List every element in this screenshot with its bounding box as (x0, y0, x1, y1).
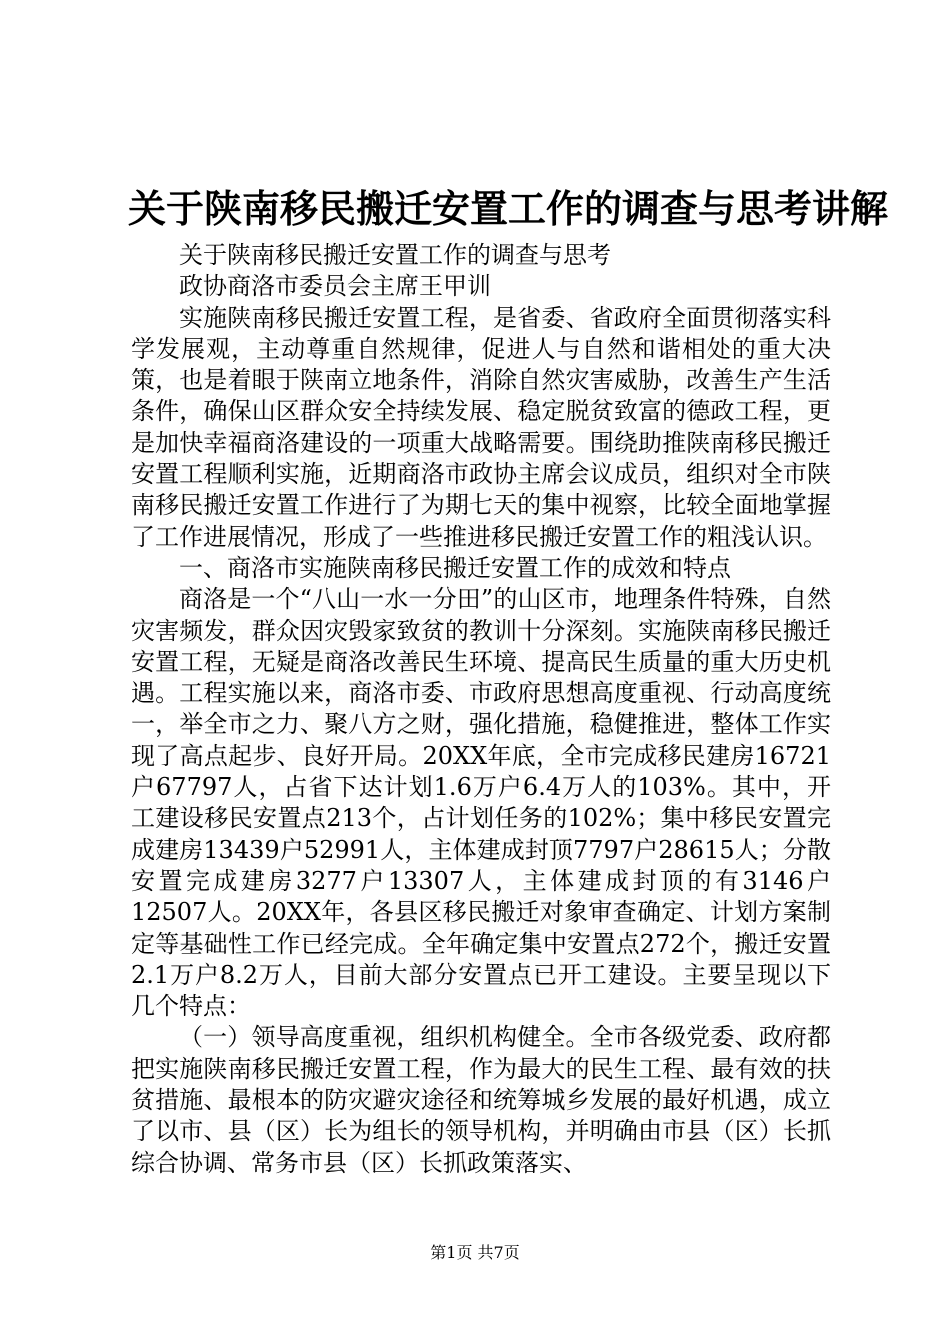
paragraph-point-one: （一）领导高度重视，组织机构健全。全市各级党委、政府都把实施陕南移民搬迁安置工程，作为最大的民生工程、最有效的扶贫措施、最根本的防灾避灾途径和统筹城乡发展的最好机遇，成立了以市、县（区）长为组长的领导机构，并明确由市县（区）长抓综合协调、常务市县（区）长抓政策落实、 (131, 1023, 831, 1177)
page-footer: 第1页 共7页 (430, 1243, 520, 1262)
document-title: 关于陕南移民搬迁安置工作的调查与思考讲解 (128, 186, 889, 231)
document-body (131, 240, 831, 1179)
section-heading: 一、商洛市实施陕南移民搬迁安置工作的成效和特点 (179, 553, 731, 582)
subtitle: 关于陕南移民搬迁安置工作的调查与思考 (179, 241, 611, 269)
author-line: 政协商洛市委员会主席王甲训 (179, 272, 491, 301)
paragraph-achievements: 商洛是一个“八山一水一分田”的山区市，地理条件特殊，自然灾害频发，群众因灾毁家致贫的教训十分深刻。实施陕南移民搬迁安置工程，无疑是商洛改善民生环境、提高民生质量的重大历史机遇。工程实施以来，商洛市委、市政府思想高度重视、行动高度统一，举全市之力、聚八方之财，强化措施，稳健推进，整体工作实现了高点起步、良好开局。20XX年底，全市完成移民建房16721户67797人，占省下达计划1.6万户6.4万人的103%。其中，开工建设移民安置点213个，占计划任务的102%；集中移民安置完成建房13439户52991人，主体建成封顶7797户28615人；分散安置完成建房3277户13307人，主体建成封顶的有3146户12507人。20XX年，各县区移民搬迁对象审查确定、计划方案制定等基础性工作已经完成。全年确定集中安置点272个，搬迁安置2.1万户8.2万人，目前大部分安置点已开工建设。主要呈现以下几个特点： (131, 585, 831, 1021)
paragraph-intro: 实施陕南移民搬迁安置工程，是省委、省政府全面贯彻落实科学发展观，主动尊重自然规律，促进人与自然和谐相处的重大决策，也是着眼于陕南立地条件，消除自然灾害威胁，改善生产生活条件，确保山区群众安全持续发展、稳定脱贫致富的德政工程，更是加快幸福商洛建设的一项重大战略需要。围绕助推陕南移民搬迁安置工程顺利实施，近期商洛市政协主席会议成员，组织对全市陕南移民搬迁安置工作进行了为期七天的集中视察，比较全面地掌握了工作进展情况，形成了一些推进移民搬迁安置工作的粗浅认识。 (131, 303, 831, 551)
